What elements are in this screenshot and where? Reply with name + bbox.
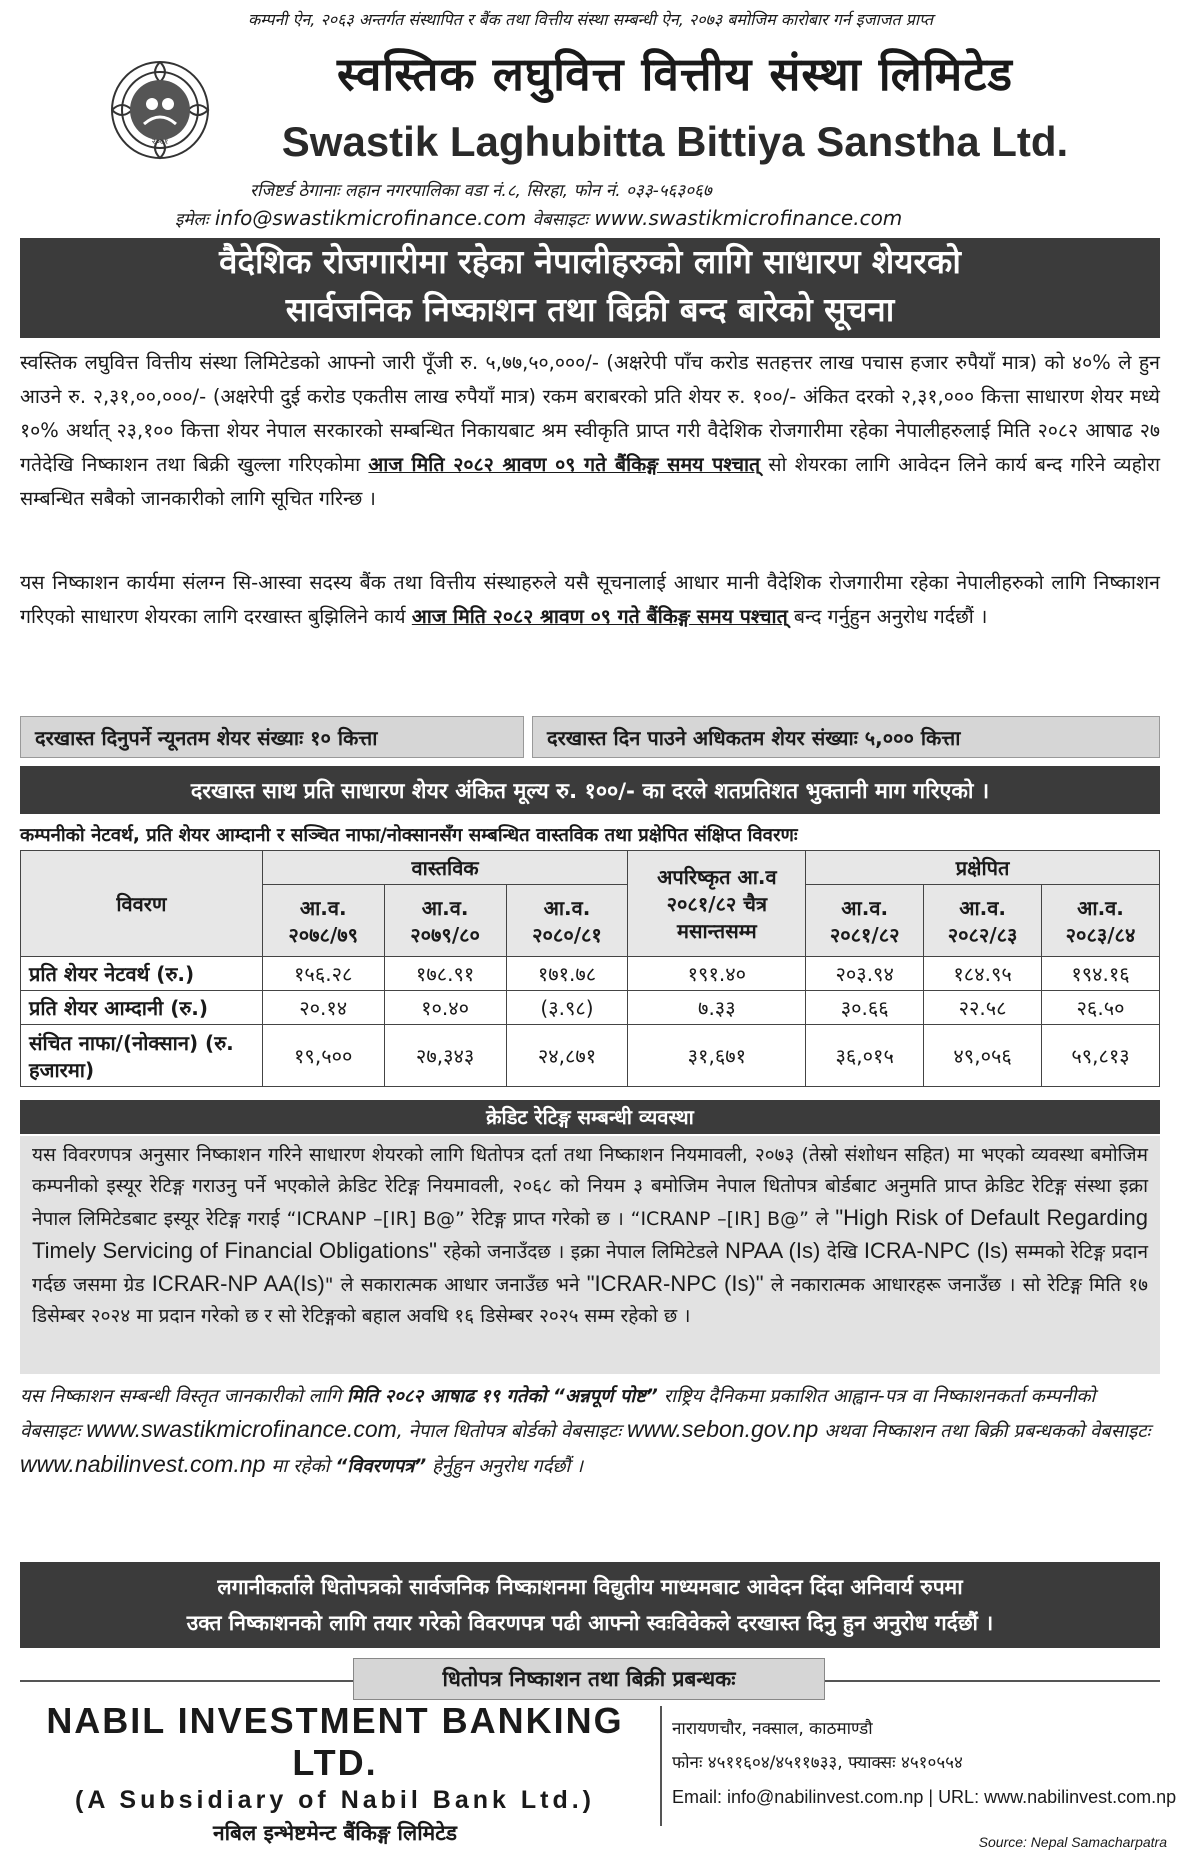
paragraph-asba-members	[20, 566, 1160, 634]
issue-manager-email-url[interactable]: Email: info@nabilinvest.com.np | URL: www.nabilinvest.com.np	[672, 1787, 1177, 1807]
year-header: आ.व. २०८०/८१	[506, 885, 628, 957]
year-header: आ.व. २०८३/८४	[1042, 885, 1160, 957]
paragraph-issue-details	[20, 346, 1160, 516]
notice-title-line1: वैदेशिक रोजगारीमा रहेका नेपालीहरुको लागि साधारण शेयरको	[219, 242, 961, 281]
share-limits-row	[20, 716, 1160, 758]
contact-line	[175, 206, 902, 230]
para2-deadline: आज मिति २०८२ श्रावण ०९ गते बैंकिङ्ग समय पश्चात्	[411, 605, 788, 628]
notice-title-banner	[20, 238, 1160, 338]
table-row: प्रति शेयर नेटवर्थ (रु.) १५६.२८ १७८.९१ १७१.७८ १९१.४० २०३.९४ १८४.९५ १९४.१६	[21, 957, 1160, 991]
company-website-link[interactable]: www.swastikmicrofinance.com	[86, 1416, 397, 1442]
para1-tail: सो शेयरका लागि आवेदन लिने कार्य बन्द गरिने व्यहोरा सम्बन्धित सबैको जानकारीको लागि सूचित गरिन्छ ।	[20, 453, 1160, 510]
issue-manager-address: नारायणचौर, नक्साल, काठमाण्डौ	[672, 1719, 873, 1739]
para1-text: स्वस्तिक लघुवित्त वित्तीय संस्था लिमिटेडको आफ्नो जारी पूँजी रु. ५,७७,५०,०००/- (अक्षरेपी पाँच करोड सतहत्तर लाख पचास हजार रुपैयाँ मात्र) को ४०% ले हुन आउने रु. २,३१,००,०००/- (अक्षरेपी दुई करोड एकतीस लाख रुपैयाँ मात्र) रकम बराबरको प्रति शेयर रु. १००/- अंकित दरको २,३१,००० कित्ता साधारण शेयर मध्ये १०% अर्थात् २३,१०० कित्ता शेयर नेपाल सरकारको सम्बन्धित निकायबाट श्रम स्वीकृति प्राप्त गरी वैदेशिक रोजगारीमा रहेका नेपालीहरुलाई मिति २०८२ आषाढ २७ गतेदेखि निष्काशन तथा बिक्री खुल्ला गरिएकोमा	[20, 351, 1160, 476]
company-name-nepali: स्वस्तिक लघुवित्त वित्तीय संस्था लिमिटेड	[336, 47, 1014, 101]
website-link[interactable]: www.swastikmicrofinance.com	[594, 206, 903, 230]
email-label: इमेलः	[175, 210, 209, 230]
license-line: कम्पनी ऐन, २०६३ अन्तर्गत संस्थापित र बैंक तथा वित्तीय संस्था सम्बन्धी ऐन, २०७३ बमोजिम कारोबार गर्न इजाजत प्राप्त	[247, 10, 934, 29]
para1-deadline: आज मिति २०८२ श्रावण ०९ गते बैंकिङ्ग समय पश्चात्	[368, 453, 761, 476]
issue-manager-block	[20, 1700, 650, 1847]
notice-title-line2: सार्वजनिक निष्काशन तथा बिक्री बन्द बारेको सूचना	[285, 290, 895, 329]
email-link[interactable]: info@swastikmicrofinance.com	[214, 206, 527, 230]
company-name-english: Swastik Laghubitta Bittiya Sanstha Ltd.	[281, 118, 1069, 165]
max-shares-box: दरखास्त दिन पाउने अधिकतम शेयर संख्याः ५,००० कित्ता	[532, 716, 1160, 758]
year-header: आ.व. २०७८/७९	[262, 885, 384, 957]
issue-manager-phone: फोनः ४५११६०४/४५११७३३, फ्याक्सः ४५१०५५४	[672, 1753, 963, 1773]
year-header: आ.व. २०८१/८२	[806, 885, 924, 957]
source-credit: Source: Nepal Samacharpatra	[978, 1834, 1167, 1850]
para2-text: यस निष्काशन कार्यमा संलग्न सि-आस्वा सदस्य बैंक तथा वित्तीय संस्थाहरुले यसै सूचनालाई आधार मानी वैदेशिक रोजगारीमा रहेका नेपालीहरुको लागि निष्काशन गरिएको साधारण शेयरका लागि दरखास्त बुझिलिने कार्य	[20, 571, 1160, 628]
credit-rating-box: यस विवरणपत्र अनुसार निष्काशन गरिने साधारण शेयरको लागि धितोपत्र दर्ता तथा निष्काशन नियमावली, २०७३ (तेस्रो संशोधन सहित) मा भएको व्यवस्था बमोजिम कम्पनीको इस्यूर रेटिङ्ग गराउनु पर्ने भएकोले क्रेडिट रेटिङ्ग नियमावली, २०६८ को नियम ३ बमोजिम नेपाल धितोपत्र बोर्डबाट अनुमति प्राप्त क्रेडिट रेटिङ्ग संस्था इक्रा नेपाल लिमिटेडबाट इस्यूर रेटिङ्ग गराई “ICRANP –[IR] B@” रेटिङ्ग प्राप्त गरेको छ । “ICRANP –[IR] B@” ले "High Risk of Default Regarding Timely Servicing of Financial Obligations" रहेको जनाउँदछ । इक्रा नेपाल लिमिटेडले NPAA (Is) देखि ICRA-NPC (Is) सम्मको रेटिङ्ग प्रदान गर्दछ जसमा ग्रेड ICRAR-NP AA(Is)" ले सकारात्मक आधार जनाउँछ भने "ICRAR-NPC (Is)" ले नकारात्मक आधारहरू जनाउँछ । सो रेटिङ्ग मिति १७ डिसेम्बर २०२४ मा प्रदान गरेको छ र सो रेटिङ्गको बहाल अवधि १६ डिसेम्बर २०२५ सम्म रहेको छ ।	[20, 1136, 1160, 1374]
group-actual: वास्तविक	[262, 851, 628, 885]
info-paragraph: यस निष्काशन सम्बन्धी विस्तृत जानकारीको लागि मिति २०८२ आषाढ १९ गतेको “अन्नपूर्ण पोष्ट” राष्ट्रिय दैनिकमा प्रकाशित आह्वान-पत्र वा निष्काशनकर्ता कम्पनीको वेबसाइटः www.swastikmicrofinance.com, नेपाल धितोपत्र बोर्डको वेबसाइटः www.sebon.gov.np अथवा निष्काशन तथा बिक्री प्रबन्धकको वेबसाइटः www.nabilinvest.com.np मा रहेको “विवरणपत्र” हेर्नुहुन अनुरोध गर्दछौं ।	[20, 1386, 1151, 1477]
credit-rating-heading: क्रेडिट रेटिङ्ग सम्बन्धी व्यवस्था	[20, 1100, 1160, 1134]
col-particulars: विवरण	[21, 851, 263, 957]
min-shares-box: दरखास्त दिनुपर्ने न्यूनतम शेयर संख्याः १० कित्ता	[20, 716, 524, 758]
website-label: वेबसाइटः	[532, 210, 588, 230]
issue-manager-contact	[672, 1712, 1176, 1814]
group-unaudited: अपरिष्कृत आ.व २०८१/८२ चैत्र मसान्तसम्म	[628, 851, 806, 957]
group-projected: प्रक्षेपित	[806, 851, 1160, 885]
issue-manager-subsidiary: (A Subsidiary of Nabil Bank Ltd.)	[75, 1786, 595, 1814]
sebon-website-link[interactable]: www.sebon.gov.np	[626, 1416, 819, 1442]
investor-warning-banner: लगानीकर्ताले धितोपत्रको सार्वजनिक निष्काशनमा विद्युतीय माध्यमबाट आवेदन दिंदा अनिवार्य रुपमा उक्त निष्काशनको लागि तयार गरेको विवरणपत्र पढी आफ्नो स्वःविवेकले दरखास्त दिनु हुन अनुरोध गर्दछौं ।	[20, 1562, 1160, 1648]
registered-address: रजिष्टर्ड ठेगानाः लहान नगरपालिका वडा नं.८, सिरहा, फोन नं. ०३३-५६३०६७	[250, 181, 712, 201]
nabil-website-link[interactable]: www.nabilinvest.com.np	[20, 1451, 266, 1477]
issue-manager-name-nepali: नबिल इन्भेष्टमेन्ट बैंकिङ्ग लिमिटेड	[212, 1821, 458, 1845]
table-row: प्रति शेयर आम्दानी (रु.) २०.१४ १०.४० (३.९८) ७.३३ ३०.६६ २२.५८ २६.५०	[21, 991, 1160, 1025]
logo-year: २०७१	[151, 137, 169, 146]
vertical-divider	[660, 1706, 662, 1826]
financial-table-title: कम्पनीको नेटवर्थ, प्रति शेयर आम्दानी र सञ्चित नाफा/नोक्सानसँग सम्बन्धित वास्तविक तथा प्रक्षेपित संक्षिप्त विवरणः	[20, 825, 798, 846]
company-logo-icon	[108, 58, 212, 162]
year-header: आ.व. २०८२/८३	[924, 885, 1042, 957]
payment-banner: दरखास्त साथ प्रति साधारण शेयर अंकित मूल्य रु. १००/- का दरले शतप्रतिशत भुक्तानी माग गरिएको ।	[20, 766, 1160, 814]
financial-table	[20, 850, 1160, 1087]
table-row: संचित नाफा/(नोक्सान) (रु. हजारमा) १९,५०० २७,३४३ २४,८७१ ३१,६७१ ३६,०१५ ४९,०५६ ५९,८१३	[21, 1025, 1160, 1087]
issue-manager-name: NABIL INVESTMENT BANKING LTD.	[46, 1700, 624, 1783]
issue-manager-title: धितोपत्र निष्काशन तथा बिक्री प्रबन्धकः	[353, 1658, 825, 1700]
year-header: आ.व. २०७९/८०	[384, 885, 506, 957]
para2-tail: बन्द गर्नुहुन अनुरोध गर्दछौं ।	[787, 605, 988, 628]
